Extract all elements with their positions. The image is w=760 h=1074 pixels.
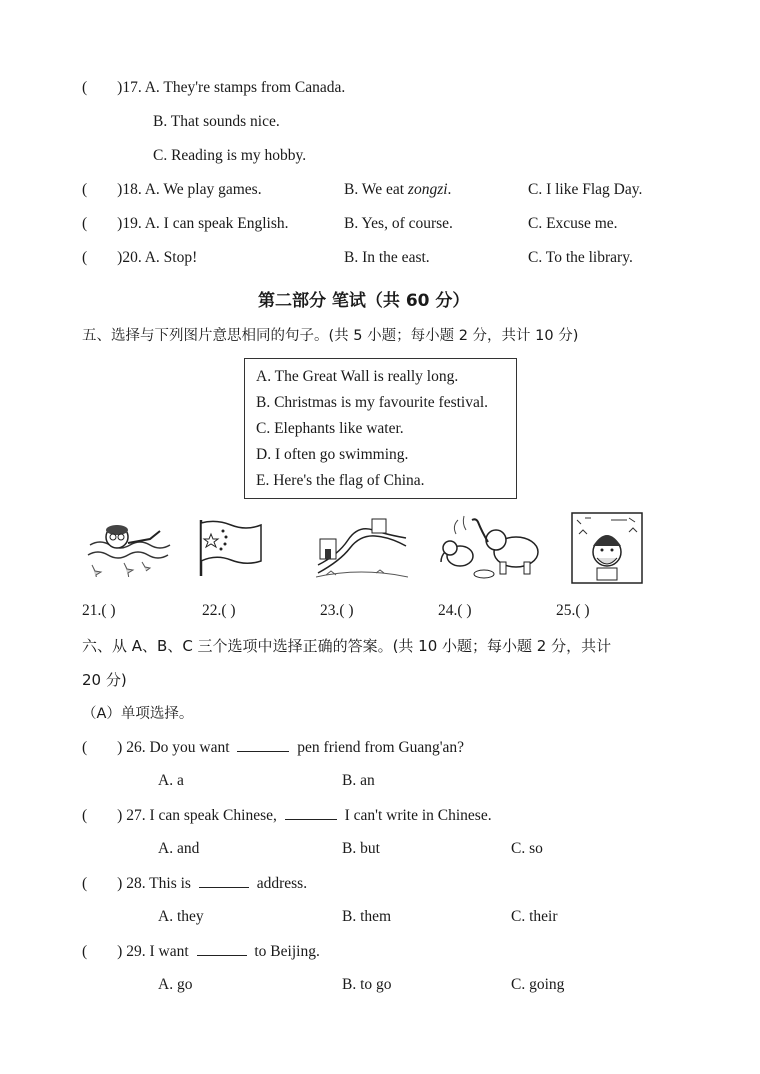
answer-paren: ( xyxy=(82,215,88,232)
question-27: ( ) 27. I can speak Chinese, I can't write in Chinese. xyxy=(82,807,492,824)
option-b: B. to go xyxy=(342,976,392,993)
option-c: C. To the library. xyxy=(528,249,633,266)
sentence-option: A. The Great Wall is really long. xyxy=(256,368,459,385)
question-29: ( ) 29. I want to Beijing. xyxy=(82,943,320,960)
answer-paren: ( xyxy=(82,807,88,824)
question-17 xyxy=(82,78,345,98)
question-19 xyxy=(82,214,289,234)
question-text: )20. A. Stop! xyxy=(117,249,198,266)
answer-blank-23[interactable]: 23.( ) xyxy=(320,602,354,619)
answer-paren: ( xyxy=(82,181,88,198)
fill-blank[interactable] xyxy=(197,941,247,956)
answer-blank-24[interactable]: 24.( ) xyxy=(438,602,472,619)
option-b: B. Yes, of course. xyxy=(344,215,453,232)
answer-paren: ( xyxy=(82,79,88,96)
sentence-option: C. Elephants like water. xyxy=(256,420,404,437)
part-title: 第二部分 笔试（共 60 分） xyxy=(258,291,470,311)
option-c: C. I like Flag Day. xyxy=(528,181,643,198)
option-a: A. they xyxy=(158,908,204,925)
answer-blank-21[interactable]: 21.( ) xyxy=(82,602,116,619)
section-6-title-cont: 20 分) xyxy=(82,671,127,689)
option-b: B. an xyxy=(342,772,375,789)
option-a: A. and xyxy=(158,840,200,857)
answer-blank-22[interactable]: 22.( ) xyxy=(202,602,236,619)
elephants-picture xyxy=(438,512,542,582)
subsection-title: （A）单项选择。 xyxy=(82,706,194,722)
option-b: B. but xyxy=(342,840,380,857)
christmas-picture xyxy=(571,512,647,588)
question-text: )17. A. They're stamps from Canada. xyxy=(117,79,346,96)
swimmer-picture xyxy=(82,515,174,577)
option-c: C. going xyxy=(511,976,565,993)
fill-blank[interactable] xyxy=(237,737,289,752)
section-5-title: 五、选择与下列图片意思相同的句子。(共 5 小题；每小题 2 分，共计 10 分) xyxy=(82,328,579,344)
option-a: A. go xyxy=(158,976,193,993)
option-b: B. We eat zongzi. xyxy=(344,181,452,198)
option-b: B. In the east. xyxy=(344,249,430,266)
answer-paren: ( xyxy=(82,875,88,892)
question-text: )19. A. I can speak English. xyxy=(117,215,289,232)
question-20 xyxy=(82,248,197,268)
option-c: C. so xyxy=(511,840,543,857)
sentence-option: B. Christmas is my favourite festival. xyxy=(256,394,489,411)
question-28: ( ) 28. This is address. xyxy=(82,875,308,892)
fill-blank[interactable] xyxy=(285,805,337,820)
answer-paren: ( xyxy=(82,739,88,756)
sentence-options-box xyxy=(244,358,517,499)
option-c: C. Reading is my hobby. xyxy=(153,147,307,164)
question-26: ( ) 26. Do you want pen friend from Guang'an? xyxy=(82,739,465,756)
sentence-option: E. Here's the flag of China. xyxy=(256,472,425,489)
answer-paren: ( xyxy=(82,943,88,960)
great-wall-picture xyxy=(316,515,408,579)
option-c: C. Excuse me. xyxy=(528,215,618,232)
question-text: )18. A. We play games. xyxy=(117,181,262,198)
fill-blank[interactable] xyxy=(199,873,249,888)
answer-blank-25[interactable]: 25.( ) xyxy=(556,602,590,619)
flag-picture xyxy=(198,518,264,578)
option-b: B. them xyxy=(342,908,392,925)
option-b: B. That sounds nice. xyxy=(153,113,280,130)
question-18 xyxy=(82,180,262,200)
option-c: C. their xyxy=(511,908,558,925)
sentence-option: D. I often go swimming. xyxy=(256,446,409,463)
option-a: A. a xyxy=(158,772,184,789)
section-6-title: 六、从 A、B、C 三个选项中选择正确的答案。(共 10 小题；每小题 2 分，共计 xyxy=(82,637,612,655)
answer-paren: ( xyxy=(82,249,88,266)
